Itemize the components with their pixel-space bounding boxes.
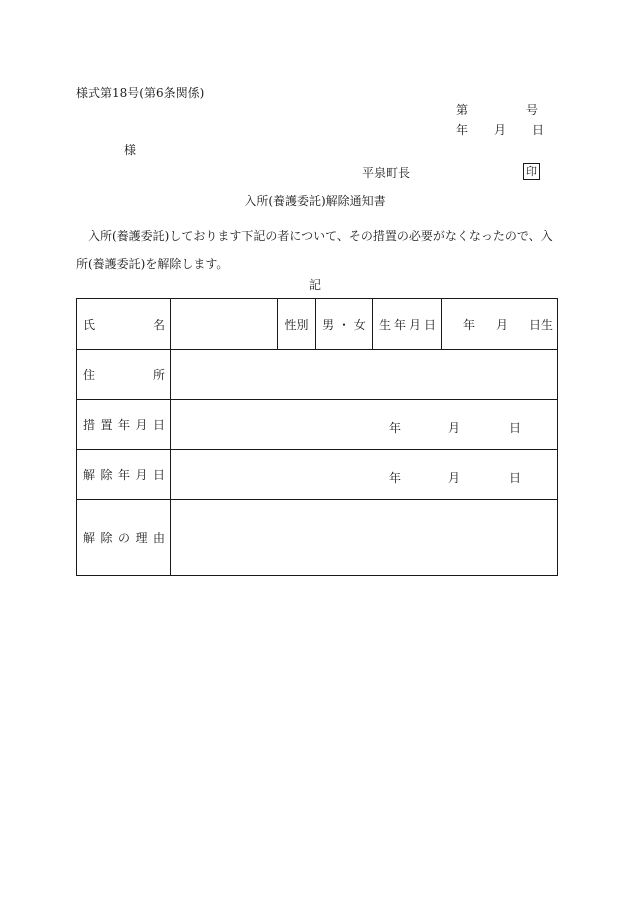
record-table [76, 298, 558, 576]
issue-month-unit: 月 [494, 123, 507, 137]
release-day-unit: 日 [509, 470, 522, 485]
name-value-cell[interactable] [171, 299, 278, 350]
document-number-prefix: 第 [456, 103, 469, 117]
measure-day-unit: 日 [509, 420, 522, 435]
measure-month-unit: 月 [448, 420, 461, 435]
measure-date-value-cell[interactable] [171, 400, 558, 450]
reason-label-cell: 解 除 の 理 由 [77, 500, 171, 576]
issuer-name: 平泉町長 [362, 166, 411, 180]
address-label-cell: 住 所 [77, 350, 171, 400]
measure-year-unit: 年 [389, 420, 402, 435]
addressee-suffix: 様 [124, 143, 137, 157]
release-date-row [77, 450, 558, 500]
issue-year-unit: 年 [456, 123, 469, 137]
document-number-suffix: 号 [526, 103, 539, 117]
measure-date-row [77, 400, 558, 450]
birth-date-cell[interactable]: 年 月 日生 [442, 299, 558, 350]
address-row [77, 350, 558, 400]
address-value-cell[interactable] [171, 350, 558, 400]
measure-date-label-cell: 措 置 年 月 日 [77, 400, 171, 450]
issue-day-unit: 日 [532, 123, 545, 137]
document-title: 入所(養護委託)解除通知書 [244, 194, 386, 208]
ki-heading: 記 [308, 278, 321, 292]
seal-mark: 印 [523, 163, 540, 180]
reason-value-cell[interactable] [171, 500, 558, 576]
name-label-cell: 氏 名 [77, 299, 171, 350]
release-year-unit: 年 [389, 470, 402, 485]
name-row [77, 299, 558, 350]
release-date-value-cell[interactable] [171, 450, 558, 500]
issue-date [456, 124, 544, 136]
reason-row [77, 500, 558, 576]
birth-label-cell: 生 年 月 日 [373, 299, 442, 350]
release-date-label-cell: 解 除 年 月 日 [77, 450, 171, 500]
release-month-unit: 月 [448, 470, 461, 485]
body-text: 入所(養護委託)しております下記の者について、その措置の必要がなくなったので、入所(養護委託)を解除します。 [76, 229, 553, 271]
form-number: 様式第18号(第6条関係) [76, 86, 205, 100]
gender-label: 性別 [278, 299, 316, 350]
gender-options[interactable]: 男 ・ 女 [316, 299, 373, 350]
